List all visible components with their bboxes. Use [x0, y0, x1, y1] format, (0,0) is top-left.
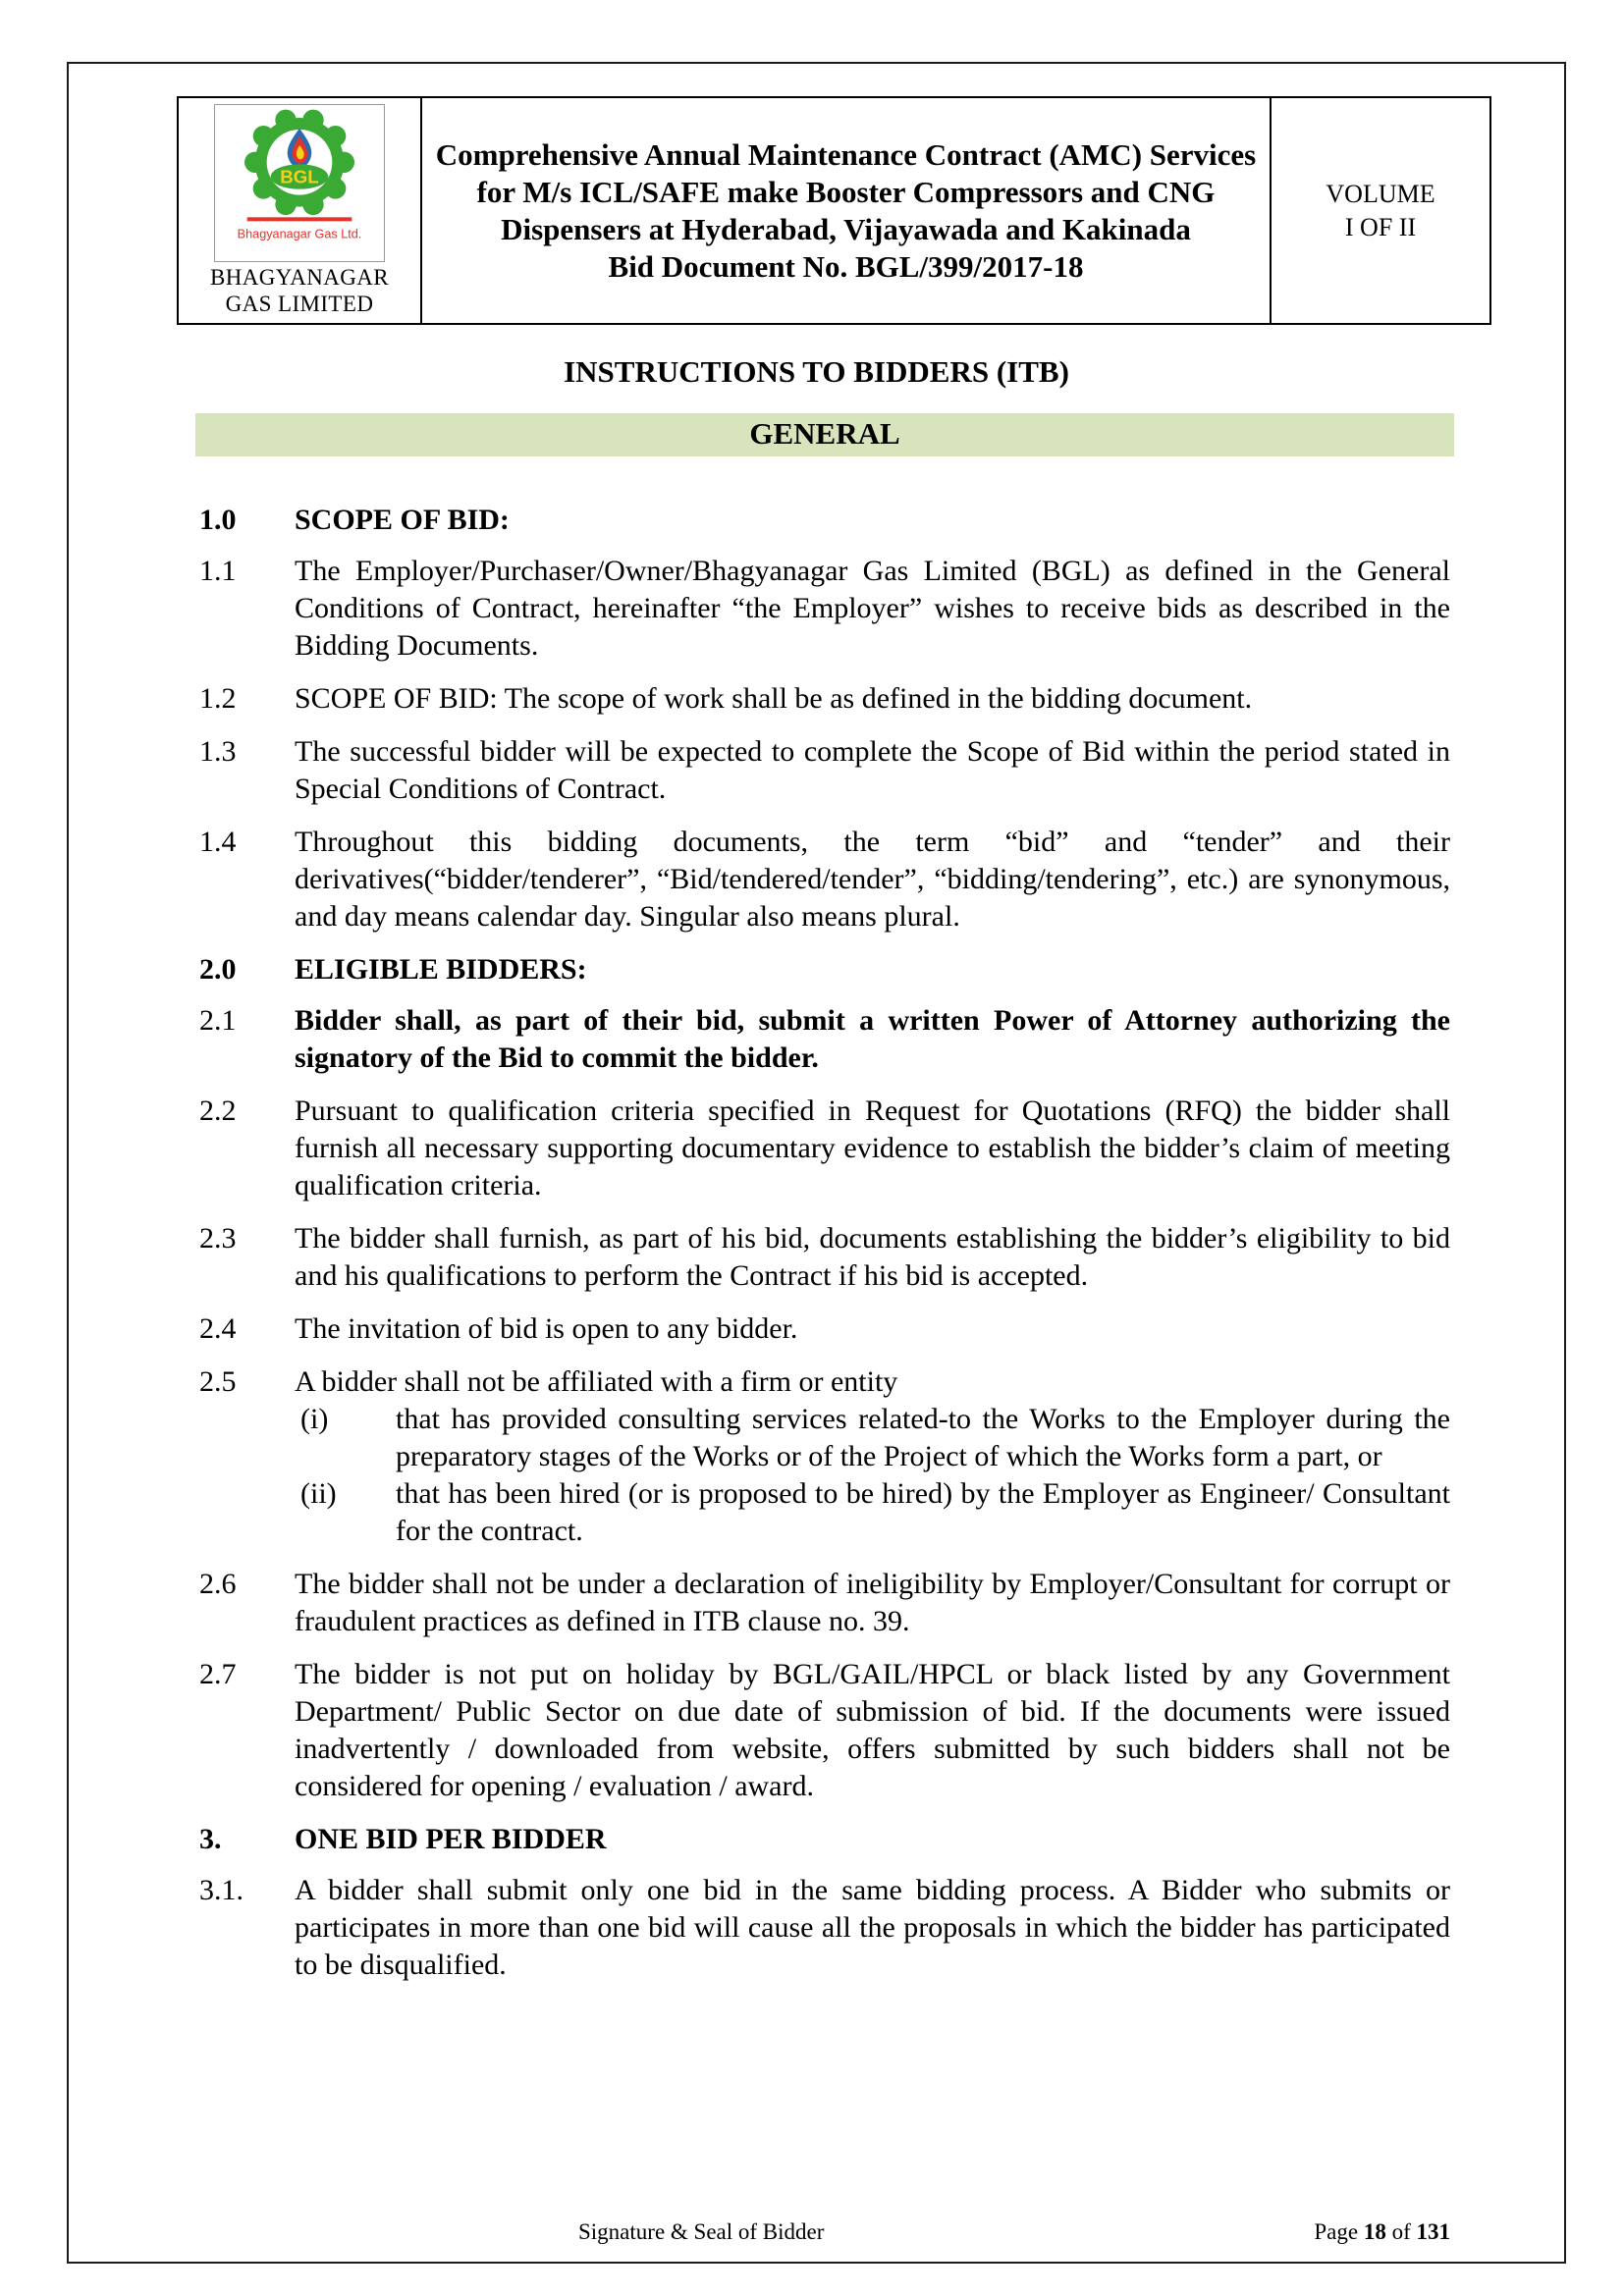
clause-text: Throughout this bidding documents, the term “bid” and “tender” and their derivatives(“bidder/tenderer”, “Bid/tendered/tender”, “bidding/tendering”, etc.) are synonymous, and day means calendar day. Singular also means plural. — [295, 826, 1450, 933]
bgl-logo — [214, 104, 385, 262]
bid-document-number: Bid Document No. BGL/399/2017-18 — [608, 248, 1084, 284]
organization-name-line2: GAS LIMITED — [225, 292, 374, 316]
clause-number: 1.2 — [199, 682, 237, 715]
clause — [199, 951, 1450, 988]
clause — [199, 553, 1450, 665]
total-pages: 131 — [1416, 2219, 1450, 2244]
clause-body — [295, 680, 1450, 718]
page-word: Page — [1314, 2219, 1359, 2244]
clause — [199, 1310, 1450, 1348]
clause-text: ELIGIBLE BIDDERS: — [295, 953, 587, 986]
clause-number: 1.3 — [199, 735, 237, 768]
clause — [199, 1821, 1450, 1858]
subclauses — [295, 1401, 1450, 1550]
signature-label: Signature & Seal of Bidder — [578, 2219, 825, 2244]
clause-text: SCOPE OF BID: The scope of work shall be as defined in the bidding document. — [295, 682, 1253, 715]
clause-text: The invitation of bid is open to any bidder. — [295, 1312, 798, 1345]
clause-text: The bidder is not put on holiday by BGL/GAIL/HPCL or black listed by any Government Department/ Public Sector on due date of submission of bid. If the documents were issued inadvertently / downloaded from website, offers submitted by such bidders shall not be considered for opening / evaluation / award. — [295, 1658, 1450, 1802]
clause-text: SCOPE OF BID: — [295, 504, 510, 536]
organization-name-line1: BHAGYANAGAR — [209, 265, 390, 290]
clause — [199, 1093, 1450, 1204]
logo-underline — [247, 217, 352, 221]
clause-body — [295, 1220, 1450, 1295]
clause — [199, 824, 1450, 935]
document-title: Comprehensive Annual Maintenance Contract (AMC) Services for M/s ICL/SAFE make Booster Compressors and CNG Dispensers at Hyderabad, Vijayawada and Kakinada — [435, 136, 1257, 246]
clause — [199, 1363, 1450, 1550]
clause-number: 2.1 — [199, 1004, 237, 1037]
general-section-band: GENERAL — [195, 413, 1454, 456]
clause-number: 1.4 — [199, 826, 237, 858]
clause-number: 2.5 — [199, 1365, 237, 1398]
bgl-logo-graphic — [221, 107, 378, 254]
clause-body — [295, 824, 1450, 935]
clause-body — [295, 951, 1450, 988]
clause-number: 1.1 — [199, 555, 237, 587]
subclause — [300, 1401, 1450, 1475]
logo-subtitle-text: Bhagyanagar Gas Ltd. — [237, 227, 362, 241]
organization-name — [210, 264, 389, 317]
clause-number: 2.4 — [199, 1312, 237, 1345]
clause-text: The successful bidder will be expected to complete the Scope of Bid within the period stated in Special Conditions of Contract. — [295, 735, 1450, 805]
clause-body — [295, 1002, 1450, 1077]
clause-text: The bidder shall furnish, as part of his bid, documents establishing the bidder’s eligibility to bid and his qualifications to perform the Contract if his bid is accepted. — [295, 1222, 1450, 1292]
clause-number: 2.3 — [199, 1222, 237, 1255]
clause-number: 2.2 — [199, 1095, 237, 1127]
clause-number: 3.1. — [199, 1874, 244, 1906]
current-page: 18 — [1363, 2219, 1386, 2244]
subclause-text: that has been hired (or is proposed to be hired) by the Employer as Engineer/ Consultant for the contract. — [396, 1477, 1450, 1547]
subclause-number: (i) — [300, 1403, 329, 1435]
page-title: INSTRUCTIONS TO BIDDERS (ITB) — [564, 354, 1069, 389]
volume-line1: VOLUME — [1326, 179, 1435, 208]
clause — [199, 680, 1450, 718]
header-logo-cell — [179, 98, 422, 323]
clause-text: The bidder shall not be under a declaration of ineligibility by Employer/Consultant for corrupt or fraudulent practices as defined in ITB clause no. 39. — [295, 1568, 1450, 1637]
itb-clauses — [199, 502, 1450, 1984]
gear-icon — [244, 110, 354, 215]
clause-text: A bidder shall submit only one bid in the same bidding process. A Bidder who submits or participates in more than one bid will cause all the proposals in which the bidder has participated to be disqualified. — [295, 1874, 1450, 1981]
clause-number: 2.7 — [199, 1658, 237, 1690]
clause-body — [295, 1821, 1450, 1858]
of-word: of — [1391, 2219, 1411, 2244]
clause-text: ONE BID PER BIDDER — [295, 1823, 607, 1855]
clause-text: The Employer/Purchaser/Owner/Bhagyanagar Gas Limited (BGL) as defined in the General Conditions of Contract, hereinafter “the Employer” wishes to receive bids as described in the Bidding Documents. — [295, 555, 1450, 662]
clause — [199, 733, 1450, 808]
subclause-text: that has provided consulting services related-to the Works to the Employer during the preparatory stages of the Works or of the Project of which the Works form a part, or — [396, 1403, 1450, 1472]
clause — [199, 502, 1450, 539]
header-title-cell — [422, 98, 1272, 323]
clause-body — [295, 1363, 1450, 1550]
clause — [199, 1566, 1450, 1640]
clause-number: 1.0 — [199, 504, 237, 536]
clause — [199, 1872, 1450, 1984]
volume-line2: I OF II — [1344, 212, 1417, 241]
clause-body — [295, 1093, 1450, 1204]
clause-body — [295, 1656, 1450, 1805]
page-footer — [69, 2218, 1564, 2246]
clause-body — [295, 1310, 1450, 1348]
clause-body — [295, 1566, 1450, 1640]
header-volume-cell — [1272, 98, 1489, 323]
document-header — [177, 96, 1491, 325]
logo-brand-text: BGL — [280, 166, 319, 187]
page-number — [1314, 2218, 1450, 2246]
subclause-number: (ii) — [300, 1477, 337, 1510]
clause — [199, 1002, 1450, 1077]
clause — [199, 1656, 1450, 1805]
document-page — [67, 62, 1566, 2264]
clause-body — [295, 553, 1450, 665]
clause-number: 3. — [199, 1823, 222, 1855]
clause-body — [295, 1872, 1450, 1984]
clause-number: 2.0 — [199, 953, 237, 986]
clause-text: Pursuant to qualification criteria specified in Request for Quotations (RFQ) the bidder shall furnish all necessary supporting documentary evidence to establish the bidder’s claim of meeting qualification criteria. — [295, 1095, 1450, 1201]
clause-text: Bidder shall, as part of their bid, submit a written Power of Attorney authorizing the signatory of the Bid to commit the bidder. — [295, 1004, 1450, 1074]
clause-body — [295, 733, 1450, 808]
clause-text: A bidder shall not be affiliated with a firm or entity — [295, 1365, 898, 1398]
clause — [199, 1220, 1450, 1295]
subclause — [300, 1475, 1450, 1550]
clause-number: 2.6 — [199, 1568, 237, 1600]
clause-body — [295, 502, 1450, 539]
